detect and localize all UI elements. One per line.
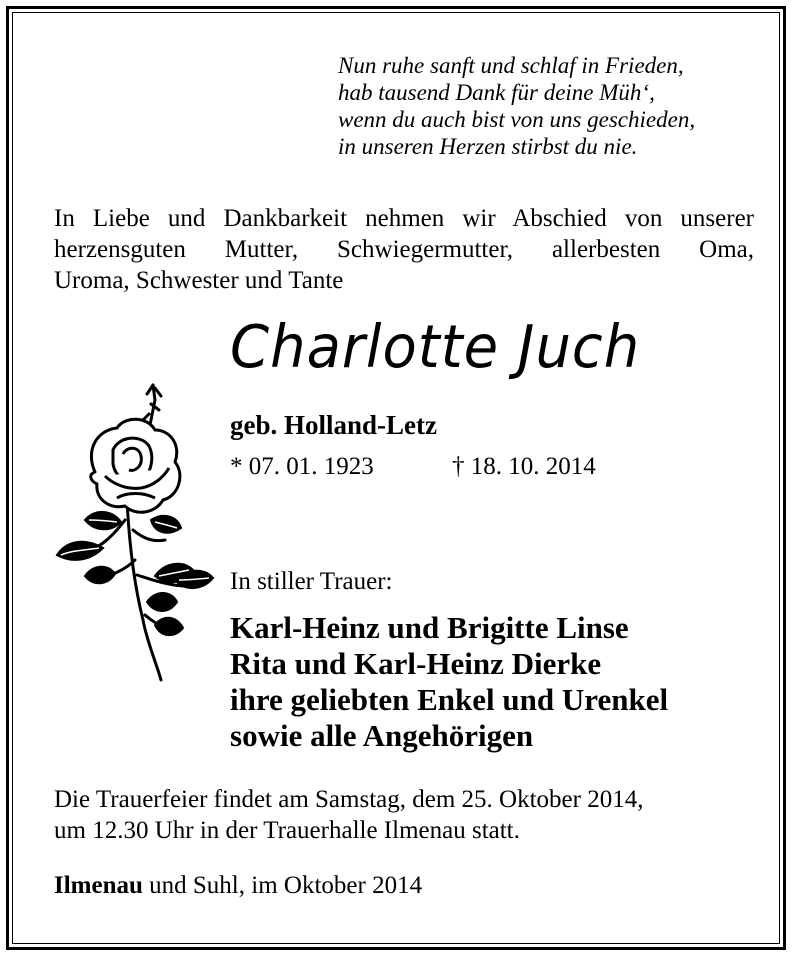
intro-line: herzensguten Mutter, Schwiegermutter, allerbesten Oma,: [54, 236, 754, 263]
intro-line: In Liebe und Dankbarkeit nehmen wir Abschied von unserer: [54, 205, 754, 232]
poem-line: hab tausend Dank für deine Müh‘,: [338, 80, 655, 105]
mourner-line: Rita und Karl-Heinz Dierke: [230, 646, 602, 681]
service-info: [54, 784, 643, 846]
mourner-line: ihre geliebten Enkel und Urenkel: [230, 682, 669, 717]
intro-line: Uroma, Schwester und Tante: [54, 267, 344, 294]
rose-icon: [55, 380, 215, 685]
life-dates: [230, 453, 596, 481]
poem-line: in unseren Herzen stirbst du nie.: [338, 134, 638, 159]
place-date: [54, 872, 422, 900]
deceased-name: Charlotte Juch: [230, 313, 641, 382]
mourning-label: In stiller Trauer:: [230, 568, 393, 595]
poem-line: wenn du auch bist von uns geschieden,: [338, 107, 696, 132]
service-line: um 12.30 Uhr in der Trauerhalle Ilmenau statt.: [54, 817, 520, 844]
death-date: † 18. 10. 2014: [452, 453, 596, 480]
service-line: Die Trauerfeier findet am Samstag, dem 25. Oktober 2014,: [54, 786, 644, 813]
place-town: Ilmenau: [54, 872, 143, 899]
intro-text: [54, 203, 754, 296]
poem: [338, 52, 695, 160]
mourner-line: sowie alle Angehörigen: [230, 718, 534, 753]
poem-line: Nun ruhe sanft und schlaf in Frieden,: [338, 53, 684, 78]
birth-name: geb. Holland-Letz: [230, 410, 437, 440]
place-rest: und Suhl, im Oktober 2014: [142, 872, 423, 899]
birth-date: * 07. 01. 1923: [230, 453, 374, 480]
mourners-list: [230, 610, 668, 754]
mourner-line: Karl-Heinz und Brigitte Linse: [230, 610, 629, 645]
